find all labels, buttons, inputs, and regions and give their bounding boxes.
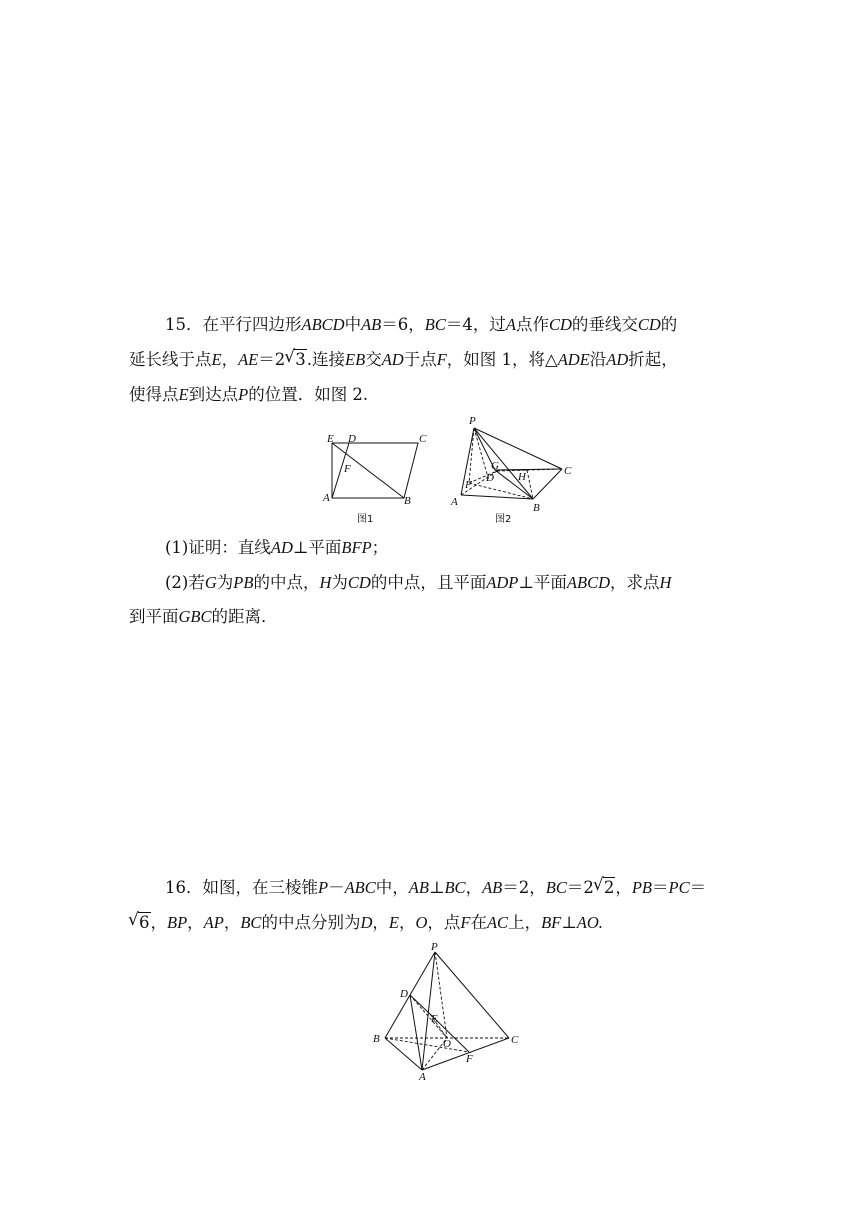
fig2-label-d: D — [486, 472, 494, 484]
fig2-label-a: A — [451, 496, 458, 508]
q15-part1: (1)证明：直线AD⊥平面BFP； — [165, 538, 389, 557]
fig3-label-d: D — [400, 988, 408, 1000]
fig1-seg-eb — [332, 443, 404, 498]
q15-number: 15． — [165, 315, 203, 334]
fig3-label-o: O — [443, 1038, 451, 1050]
fig2-label-f: F — [465, 479, 472, 491]
fig1-label-f: F — [344, 463, 351, 475]
fig3-label-a: A — [419, 1071, 426, 1082]
fig1-caption: 图1 — [357, 514, 374, 525]
fig2-bc — [533, 469, 562, 499]
q16-line-2: √ 6，BP，AP，BC的中点分别为D，E，O，点F在AC上，BF⊥AO. — [129, 913, 603, 933]
fig2-label-b: B — [533, 502, 540, 514]
q16-figure — [368, 940, 528, 1082]
q16-number: 16． — [165, 878, 203, 897]
q16-line-1: 16．如图，在三棱锥P－ABC中，AB⊥BC，AB＝2，BC＝2√ 2，PB＝PC＝ — [165, 878, 706, 898]
fig1-label-d: D — [348, 433, 356, 445]
q15-part2-line-2: 到平面GBC的距离． — [129, 607, 278, 626]
sqrt-3: √ 3 — [285, 350, 307, 370]
q15-part2-line-1: (2)若G为PB的中点，H为CD的中点，且平面ADP⊥平面ABCD，求点H — [165, 573, 672, 592]
fig2-caption: 图2 — [495, 514, 512, 525]
q15-figure-2 — [445, 413, 580, 528]
q15-line-2: 延长线于点E，AE＝2√ 3.连接EB交AD于点F，如图 1，将△ADE沿AD折起， — [129, 350, 678, 370]
fig2-ab — [461, 495, 533, 499]
fig2-dashed-fb — [469, 483, 533, 499]
sqrt-6: √ 6 — [129, 913, 151, 933]
fig3-label-f: F — [466, 1053, 473, 1065]
fig2-pb — [474, 428, 533, 499]
fig3-label-e: E — [431, 1013, 438, 1025]
fig1-label-b: B — [404, 495, 411, 507]
sqrt-2: √ 2 — [594, 878, 616, 898]
fig2-label-c: C — [564, 465, 572, 477]
q15-figure-1 — [315, 428, 440, 528]
fig1-label-e: E — [327, 433, 334, 445]
fig1-label-c: C — [419, 433, 427, 445]
fig3-label-p: P — [431, 941, 438, 953]
fig3-pc — [435, 952, 509, 1038]
q15-line-1: 15．在平行四边形ABCD中AB＝6，BC＝4，过A点作CD的垂线交CD的 — [165, 315, 678, 334]
fig1-label-a: A — [323, 492, 330, 504]
fig2-label-h: H — [518, 471, 526, 483]
fig2-label-g: G — [491, 460, 499, 472]
fig2-dashed-pf — [469, 428, 474, 483]
fig2-pc — [474, 428, 562, 469]
fig3-label-c: C — [511, 1034, 519, 1046]
fig3-label-b: B — [373, 1033, 380, 1045]
fig2-label-p: P — [469, 415, 476, 427]
q15-line-3: 使得点E到达点P的位置．如图 2. — [129, 385, 369, 404]
